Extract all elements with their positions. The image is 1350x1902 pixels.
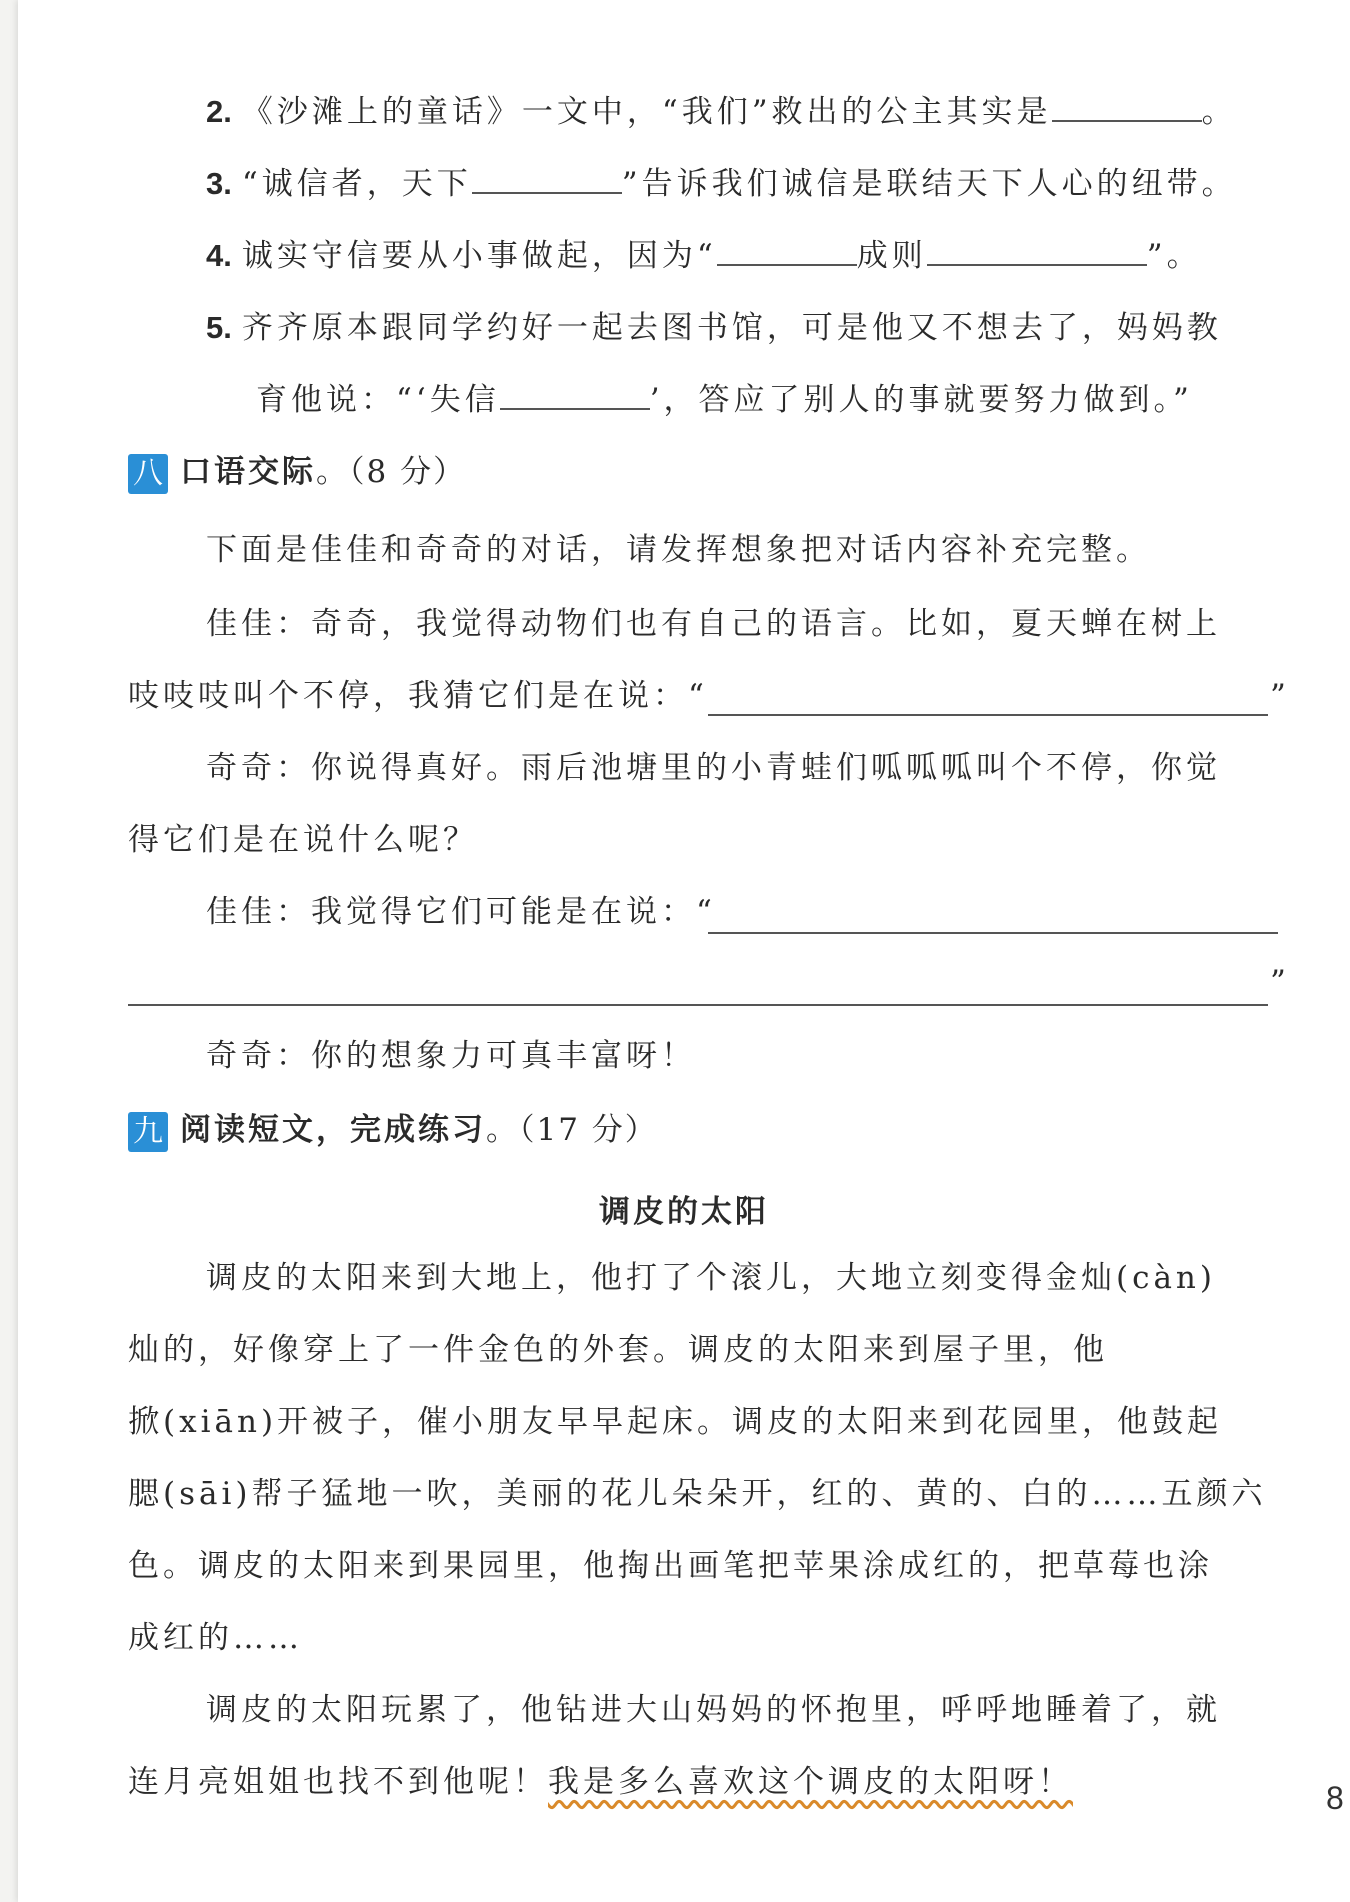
question-text: 齐齐原本跟同学约好一起去图书馆，可是他又不想去了，妈妈教 [241, 310, 1222, 346]
dialogue-jiajia-1: 佳佳：奇奇，我觉得动物们也有自己的语言。比如，夏天蝉在树上 [206, 606, 1221, 642]
section-8-intro: 下面是佳佳和奇奇的对话，请发挥想象把对话内容补充完整。 [206, 532, 1151, 568]
passage-line: 腮(sāi)帮子猛地一吹，美丽的花儿朵朵开，红的、黄的、白的……五颜六 [128, 1476, 1267, 1512]
question-number: 3. [206, 166, 232, 201]
question-text: “诚信者，天下 [241, 166, 472, 202]
section-badge: 九 [128, 1112, 168, 1152]
section-title: 阅读短文，完成练习 [180, 1112, 486, 1148]
question-text: 成则 [856, 238, 927, 274]
answer-blank[interactable] [472, 164, 622, 194]
section-9-heading [128, 1110, 658, 1152]
answer-blank[interactable] [500, 380, 650, 410]
question-number: 5. [206, 310, 232, 345]
passage-line [128, 1762, 1073, 1802]
section-badge: 八 [128, 454, 168, 494]
question-text: 诚实守信要从小事做起，因为“ [241, 238, 717, 274]
passage-text: 连月亮姐姐也找不到他呢！ [128, 1764, 548, 1800]
section-score: 。（8 分） [316, 454, 467, 490]
question-5 [206, 308, 1222, 348]
question-3 [206, 164, 1237, 204]
dialogue-qiqi-2: 奇奇：你的想象力可真丰富呀！ [206, 1038, 696, 1074]
answer-blank[interactable] [927, 236, 1147, 266]
section-score: 。（17 分） [486, 1112, 658, 1148]
question-2 [206, 92, 1237, 132]
question-5-cont [256, 380, 1193, 420]
question-text: ”告诉我们诚信是联结天下人心的纽带。 [621, 166, 1237, 202]
answer-blank[interactable] [717, 236, 857, 266]
question-text: ”。 [1146, 238, 1202, 274]
passage-line: 成红的…… [128, 1620, 303, 1656]
question-text: 《沙滩上的童话》一文中，“我们”救出的公主其实是 [241, 94, 1052, 130]
dialogue-qiqi-1-cont: 得它们是在说什么呢？ [128, 822, 478, 858]
wavy-underlined-sentence: 我是多么喜欢这个调皮的太阳呀！ [548, 1764, 1073, 1800]
answer-line[interactable] [708, 714, 1268, 716]
section-title: 口语交际 [180, 454, 316, 490]
dialogue-jiajia-1-cont [128, 676, 708, 716]
dialogue-text: 佳佳：我觉得它们可能是在说：“ [206, 894, 716, 930]
worksheet-page [18, 0, 1350, 1902]
question-text: ’，答应了别人的事就要努力做到。” [649, 382, 1193, 418]
dialogue-qiqi-1: 奇奇：你说得真好。雨后池塘里的小青蛙们呱呱呱叫个不停，你觉 [206, 750, 1221, 786]
close-quote: ” [1270, 964, 1290, 1000]
section-8-heading [128, 452, 466, 494]
dialogue-jiajia-2 [206, 892, 716, 932]
page-number: 8 [1326, 1780, 1344, 1816]
question-text: 育他说：“‘失信 [256, 382, 500, 418]
question-4 [206, 236, 1202, 276]
passage-title: 调皮的太阳 [599, 1194, 769, 1230]
answer-blank[interactable] [1052, 92, 1202, 122]
passage-line: 调皮的太阳来到大地上，他打了个滚儿，大地立刻变得金灿(càn) [206, 1260, 1216, 1296]
question-number: 4. [206, 238, 232, 273]
answer-line[interactable] [708, 932, 1278, 934]
question-punct: 。 [1201, 94, 1237, 130]
close-quote: ” [1270, 678, 1290, 714]
answer-line[interactable] [128, 1004, 1268, 1006]
passage-line: 灿的，好像穿上了一件金色的外套。调皮的太阳来到屋子里，他 [128, 1332, 1108, 1368]
dialogue-text: 吱吱吱叫个不停，我猜它们是在说：“ [128, 678, 708, 714]
question-number: 2. [206, 94, 232, 129]
passage-line: 掀(xiān)开被子，催小朋友早早起床。调皮的太阳来到花园里，他鼓起 [128, 1404, 1223, 1440]
passage-line: 调皮的太阳玩累了，他钻进大山妈妈的怀抱里，呼呼地睡着了，就 [206, 1692, 1221, 1728]
passage-line: 色。调皮的太阳来到果园里，他掏出画笔把苹果涂成红的，把草莓也涂 [128, 1548, 1213, 1584]
